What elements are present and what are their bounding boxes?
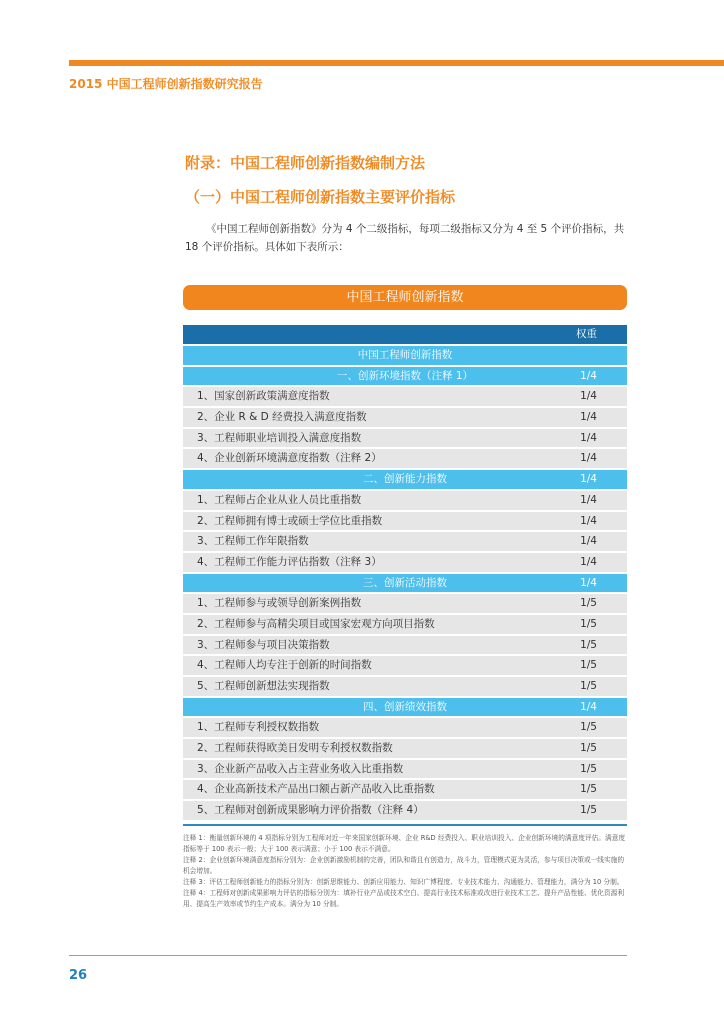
row-label: 3、工程师参与项目决策指数 [197, 638, 330, 651]
row-label: 3、企业新产品收入占主营业务收入比重指数 [197, 762, 404, 775]
header-bar [69, 60, 724, 66]
table-row [183, 532, 627, 551]
footnote: 注释 1：衡量创新环境的 4 项指标分别为工程师对近一年来国家创新环境、企业 R&D 经费投入、职业培训投入、企业创新环境的满意度评估。满意度指标等于 100 表示一般；大于 100 表示满意；小于 100 表示不满意。 [183, 834, 626, 853]
footnotes [183, 833, 629, 910]
row-label: 3、工程师职业培训投入满意度指数 [197, 431, 362, 444]
footnote: 注释 2：企业创新环境满意度指标分别为：企业创新激励机制的完善，团队和谐且有创造力，战斗力，管理模式更为灵活，参与项目决策或一线实施的机会增加。 [183, 856, 625, 875]
row-label: 5、工程师对创新成果影响力评价指数（注释 4） [197, 804, 424, 817]
table-row [183, 408, 627, 427]
row-label: 2、企业 R & D 经费投入满意度指数 [197, 411, 367, 424]
table-row [183, 801, 627, 820]
table-row [183, 491, 627, 510]
row-weight: 1/4 [580, 390, 597, 403]
table-row [183, 636, 627, 655]
row-label: 1、国家创新政策满意度指数 [197, 390, 330, 403]
footnote: 注释 4：工程师对创新成果影响力评估的指标分别为：填补行业产品或技术空白、提高行业技术标准或改进行业技术工艺、提升产品性能、优化资源利用、提高生产效率或节约生产成本。满分为 10 分制。 [183, 889, 625, 908]
row-weight: 1/4 [580, 411, 597, 424]
footnote: 注释 3：评估工程师创新能力的指标分别为：创新思维能力、创新应用能力、知识广博程度、专业技术能力、沟通能力、管理能力，满分为 10 分制。 [183, 878, 624, 886]
row-weight: 1/4 [580, 576, 597, 589]
row-label: 一、创新环境指数（注释 1） [336, 369, 474, 382]
row-label: 2、工程师参与高精尖项目或国家宏观方向项目指数 [197, 617, 435, 630]
indicator-table [183, 325, 627, 826]
table-row [183, 656, 627, 675]
row-label: 中国工程师创新指数 [357, 349, 453, 361]
table-section-row [183, 698, 627, 717]
row-label: 四、创新绩效指数 [363, 700, 447, 713]
row-weight: 1/5 [580, 721, 597, 734]
page-number: 26 [69, 968, 88, 983]
row-label: 1、工程师占企业从业人员比重指数 [197, 493, 362, 506]
row-label: 5、工程师创新想法实现指数 [197, 680, 330, 692]
table-banner: 中国工程师创新指数 [183, 285, 627, 310]
row-weight: 1/4 [580, 535, 597, 548]
row-label: 1、工程师专利授权数指数 [197, 721, 320, 734]
row-weight: 1/5 [580, 804, 597, 817]
row-label: 4、企业高新技术产品出口额占新产品收入比重指数 [197, 783, 435, 796]
intro-paragraph: 《中国工程师创新指数》分为 4 个二级指标，每项二级指标又分为 4 至 5 个评价指标，共 18 个评价指标。具体如下表所示： [185, 223, 625, 253]
row-weight: 1/4 [580, 452, 597, 465]
table-row [183, 780, 627, 799]
table-header [183, 325, 627, 344]
row-weight: 1/5 [580, 783, 597, 796]
table-row [183, 677, 627, 696]
row-label: 3、工程师工作年限指数 [197, 535, 309, 548]
row-weight: 1/5 [580, 597, 597, 610]
footer-line [69, 955, 627, 956]
table-row [183, 760, 627, 779]
row-label: 4、企业创新环境满意度指数（注释 2） [197, 452, 382, 465]
table-row [183, 387, 627, 406]
table-row [183, 718, 627, 737]
row-weight: 1/5 [580, 638, 597, 651]
row-label: 2、工程师拥有博士或硕士学位比重指数 [197, 514, 383, 527]
table-section-row [183, 470, 627, 489]
row-weight: 1/4 [580, 369, 597, 382]
table-row [183, 429, 627, 448]
subsection-title: （一）中国工程师创新指数主要评价指标 [185, 188, 456, 206]
row-label: 三、创新活动指数 [363, 576, 447, 589]
table-row [183, 594, 627, 613]
row-label: 4、工程师工作能力评估指数（注释 3） [197, 555, 382, 568]
table-row [183, 553, 627, 572]
running-title: 2015 中国工程师创新指数研究报告 [69, 77, 263, 91]
row-label: 4、工程师人均专注于创新的时间指数 [197, 659, 372, 672]
table-row [183, 615, 627, 634]
row-label: 1、工程师参与或领导创新案例指数 [197, 597, 362, 610]
table-row [183, 512, 627, 531]
row-weight: 1/5 [580, 762, 597, 775]
row-weight: 1/4 [580, 493, 597, 506]
row-label: 2、工程师获得欧美日发明专利授权数指数 [197, 742, 393, 755]
row-weight: 1/4 [580, 514, 597, 527]
row-weight: 1/5 [580, 659, 597, 672]
table-section-row [183, 346, 627, 365]
table-row [183, 449, 627, 468]
row-weight: 1/5 [580, 617, 597, 630]
row-weight: 1/4 [580, 431, 597, 444]
row-weight: 1/4 [580, 473, 597, 486]
row-weight: 1/5 [580, 680, 597, 692]
row-weight: 1/5 [580, 742, 597, 755]
table-section-row [183, 367, 627, 386]
table-row [183, 739, 627, 758]
table-section-row [183, 574, 627, 593]
row-label: 二、创新能力指数 [363, 473, 447, 486]
row-weight: 1/4 [580, 555, 597, 568]
weight-header: 权重 [576, 328, 597, 340]
section-title: 附录：中国工程师创新指数编制方法 [185, 154, 426, 172]
table-bottom-line [183, 824, 627, 826]
row-weight: 1/4 [580, 700, 597, 713]
